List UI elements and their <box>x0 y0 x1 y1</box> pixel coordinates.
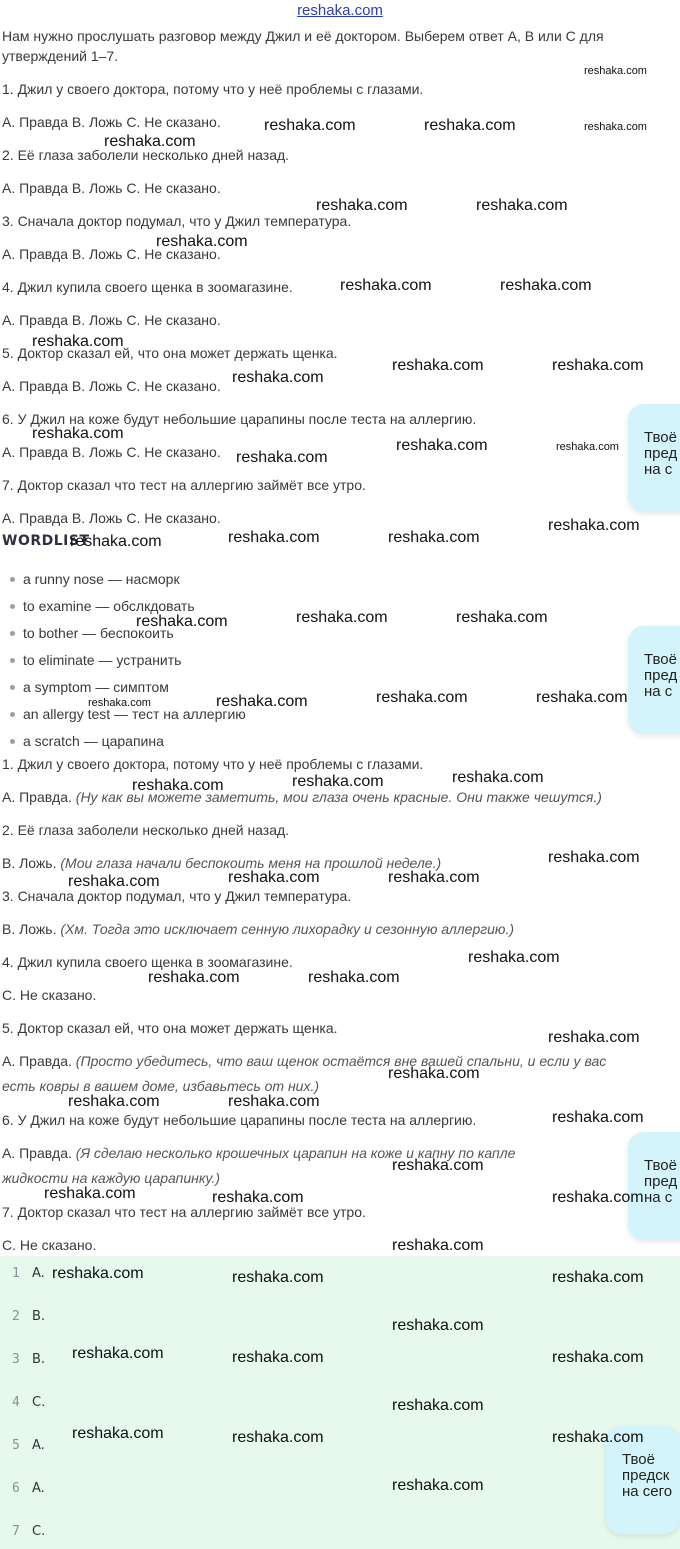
watermark: reshaka.com <box>148 969 240 986</box>
watermark: reshaka.com <box>388 1065 480 1082</box>
answer-row: 4 C. <box>12 1395 46 1410</box>
watermark: reshaka.com <box>392 1397 484 1414</box>
bullet-icon <box>10 739 15 744</box>
watermark: reshaka.com <box>548 1029 640 1046</box>
wordlist-item: to eliminate — устранить <box>10 652 181 668</box>
watermark: reshaka.com <box>392 1157 484 1174</box>
question-3: 3. Сначала доктор подумал, что у Джил температура. <box>2 213 352 229</box>
wordlist-item: to examine — обслкдовать <box>10 598 195 614</box>
watermark: reshaka.com <box>228 529 320 546</box>
wordlist-item: an allergy test — тест на аллергию <box>10 706 246 722</box>
watermark: reshaka.com <box>316 197 408 214</box>
watermark: reshaka.com <box>376 689 468 706</box>
wordlist-item: to bother — беспокоить <box>10 625 174 641</box>
wordlist-title: WORDLIST <box>2 533 90 549</box>
answers-table <box>0 1256 680 1549</box>
watermark: reshaka.com <box>476 197 568 214</box>
question-options-4: A. Правда B. Ложь C. Не сказано. <box>2 312 221 328</box>
watermark: reshaka.com <box>232 369 324 386</box>
explanation-answer-6: A. Правда. (Я сделаю несколько крошечных царапин на коже и капну по капле <box>2 1145 516 1161</box>
bullet-icon <box>10 712 15 717</box>
answer-row: 6 A. <box>12 1481 45 1496</box>
watermark: reshaka.com <box>228 869 320 886</box>
explanation-question-2: 2. Её глаза заболели несколько дней назад. <box>2 822 290 838</box>
explanation-answer-2: B. Ложь. (Мои глаза начали беспокоить меня на прошлой неделе.) <box>2 855 442 871</box>
answer-row: 2 B. <box>12 1309 46 1324</box>
explanation-answer-5-cont: есть ковры в вашем доме, избавьтесь от них.) <box>2 1078 320 1094</box>
watermark: reshaka.com <box>584 65 647 77</box>
question-5: 5. Доктор сказал ей, что она может держать щенка. <box>2 345 338 361</box>
watermark: reshaka.com <box>392 1237 484 1254</box>
promo-bubble[interactable]: Твоё пред на с <box>628 1132 680 1240</box>
bullet-icon <box>10 685 15 690</box>
watermark: reshaka.com <box>500 277 592 294</box>
question-1: 1. Джил у своего доктора, потому что у неё проблемы с глазами. <box>2 81 424 97</box>
watermark: reshaka.com <box>216 693 308 710</box>
watermark: reshaka.com <box>552 1429 644 1446</box>
watermark: reshaka.com <box>452 769 544 786</box>
watermark: reshaka.com <box>292 773 384 790</box>
watermark: reshaka.com <box>296 609 388 626</box>
watermark: reshaka.com <box>68 873 160 890</box>
answer-row: 3 B. <box>12 1352 46 1367</box>
explanation-question-1: 1. Джил у своего доктора, потому что у неё проблемы с глазами. <box>2 756 424 772</box>
explanation-question-6: 6. У Джил на коже будут небольшие царапины после теста на аллергию. <box>2 1112 477 1128</box>
answer-row: 1 A. <box>12 1266 45 1281</box>
wordlist-item: a runny nose — насморк <box>10 571 180 587</box>
watermark: reshaka.com <box>552 1109 644 1126</box>
explanation-question-5: 5. Доктор сказал ей, что она может держать щенка. <box>2 1020 338 1036</box>
watermark: reshaka.com <box>392 1317 484 1334</box>
watermark: reshaka.com <box>424 117 516 134</box>
watermark: reshaka.com <box>388 869 480 886</box>
explanation-question-7: 7. Доктор сказал что тест на аллергию займёт все утро. <box>2 1204 366 1220</box>
watermark: reshaka.com <box>468 949 560 966</box>
watermark: reshaka.com <box>104 133 196 150</box>
question-options-6: A. Правда B. Ложь C. Не сказано. <box>2 444 221 460</box>
watermark: reshaka.com <box>548 849 640 866</box>
question-6: 6. У Джил на коже будут небольшие царапины после теста на аллергию. <box>2 411 477 427</box>
watermark: reshaka.com <box>552 1349 644 1366</box>
watermark: reshaka.com <box>68 1093 160 1110</box>
watermark: reshaka.com <box>556 441 619 453</box>
watermark: reshaka.com <box>228 1093 320 1110</box>
bullet-icon <box>10 604 15 609</box>
watermark: reshaka.com <box>456 609 548 626</box>
explanation-question-3: 3. Сначала доктор подумал, что у Джил температура. <box>2 888 352 904</box>
question-options-2: A. Правда B. Ложь C. Не сказано. <box>2 180 221 196</box>
explanation-answer-6-cont: жидкости на каждую царапинку.) <box>2 1170 221 1186</box>
watermark: reshaka.com <box>552 1269 644 1286</box>
watermark: reshaka.com <box>212 1189 304 1206</box>
watermark: reshaka.com <box>388 529 480 546</box>
explanation-answer-5: A. Правда. (Просто убедитесь, что ваш щенок остаётся вне вашей спальни, и если у вас <box>2 1053 607 1069</box>
watermark: reshaka.com <box>232 1269 324 1286</box>
answer-row: 5 A. <box>12 1438 45 1453</box>
site-header-link[interactable]: reshaka.com <box>297 2 383 19</box>
watermark: reshaka.com <box>156 233 248 250</box>
answer-row: 7 C. <box>12 1524 46 1539</box>
question-7: 7. Доктор сказал что тест на аллергию займёт все утро. <box>2 477 366 493</box>
watermark: reshaka.com <box>88 697 151 709</box>
explanation-answer-4: C. Не сказано. <box>2 987 97 1003</box>
watermark: reshaka.com <box>392 357 484 374</box>
watermark: reshaka.com <box>232 1429 324 1446</box>
question-options-3: A. Правда B. Ложь C. Не сказано. <box>2 246 221 262</box>
watermark: reshaka.com <box>44 1185 136 1202</box>
question-4: 4. Джил купила своего щенка в зоомагазине. <box>2 279 293 295</box>
wordlist-item: a scratch — царапина <box>10 733 164 749</box>
watermark: reshaka.com <box>72 1345 164 1362</box>
watermark: reshaka.com <box>70 533 162 550</box>
question-options-7: A. Правда B. Ложь C. Не сказано. <box>2 510 221 526</box>
watermark: reshaka.com <box>72 1425 164 1442</box>
promo-bubble[interactable]: Твоё пред на с <box>628 404 680 512</box>
promo-bubble[interactable]: Твоё пред на с <box>628 626 680 734</box>
watermark: reshaka.com <box>236 449 328 466</box>
watermark: reshaka.com <box>136 613 228 630</box>
watermark: reshaka.com <box>340 277 432 294</box>
explanation-answer-1: A. Правда. (Ну как вы можете заметить, мои глаза очень красные. Они также чешутся.) <box>2 789 602 805</box>
question-options-1: A. Правда B. Ложь C. Не сказано. <box>2 114 221 130</box>
watermark: reshaka.com <box>548 517 640 534</box>
explanation-answer-7: C. Не сказано. <box>2 1237 97 1253</box>
watermark: reshaka.com <box>308 969 400 986</box>
bullet-icon <box>10 631 15 636</box>
explanation-question-4: 4. Джил купила своего щенка в зоомагазине. <box>2 954 293 970</box>
watermark: reshaka.com <box>392 1477 484 1494</box>
explanation-answer-3: B. Ложь. (Хм. Тогда это исключает сенную лихорадку и сезонную аллергию.) <box>2 921 515 937</box>
watermark: reshaka.com <box>552 357 644 374</box>
question-options-5: A. Правда B. Ложь C. Не сказано. <box>2 378 221 394</box>
watermark: reshaka.com <box>132 777 224 794</box>
watermark: reshaka.com <box>32 333 124 350</box>
bullet-icon <box>10 658 15 663</box>
wordlist-item: a symptom — симптом <box>10 679 169 695</box>
watermark: reshaka.com <box>584 121 647 133</box>
watermark: reshaka.com <box>264 117 356 134</box>
watermark: reshaka.com <box>32 425 124 442</box>
watermark: reshaka.com <box>536 689 628 706</box>
watermark: reshaka.com <box>232 1349 324 1366</box>
watermark: reshaka.com <box>396 437 488 454</box>
question-2: 2. Её глаза заболели несколько дней назад. <box>2 147 290 163</box>
bullet-icon <box>10 577 15 582</box>
watermark: reshaka.com <box>52 1265 144 1282</box>
promo-bubble[interactable]: Твоё предск на сего <box>606 1426 680 1534</box>
watermark: reshaka.com <box>552 1189 644 1206</box>
task-intro: Нам нужно прослушать разговор между Джил и её доктором. Выберем ответ А, В или С для утверждений 1–7. <box>2 28 604 64</box>
